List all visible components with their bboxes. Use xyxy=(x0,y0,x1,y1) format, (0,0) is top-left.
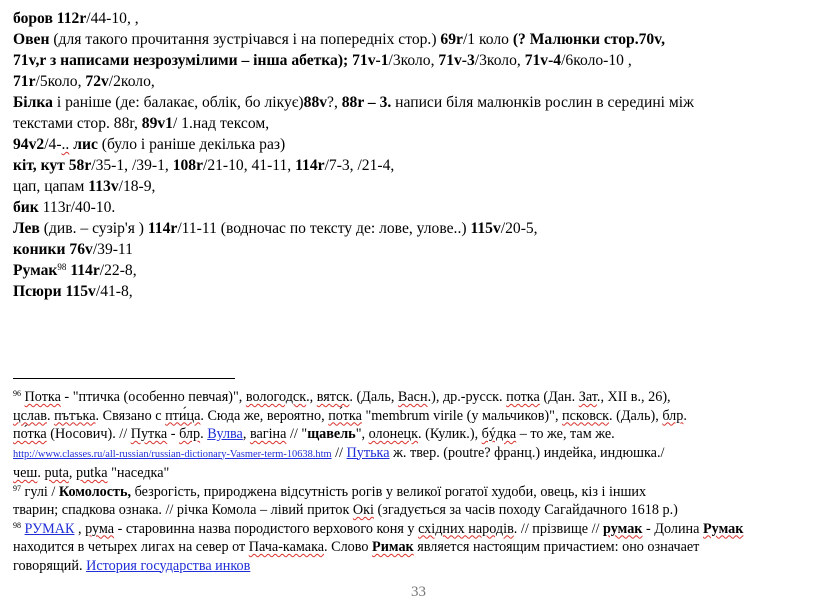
text-line: Лев (див. – сузір'я ) 114r/11-11 (водночас по тексту де: лове, улове..) 115v/20-5, xyxy=(13,220,538,237)
footnote-line: http://www.classes.ru/all-russian/russian-dictionary-Vasmer-term-10638.htm // Путька ж. твер. (poutre? франц.) индейка, индюшка./ xyxy=(13,444,665,461)
footnote-line: тварин; спадкова ознака. // річка Комола – лівий приток Окі (згадується за часів походу Сагайдачного 1618 р.) xyxy=(13,502,678,518)
rumak-link[interactable]: РУМАК xyxy=(24,520,75,537)
footnote-number: 98 xyxy=(13,520,21,530)
footnote-97: $^{97}$ гулі / Комолость, безрогість, природжена відсутність рогів у великої рогатої худоби, овець, кіз і інших xyxy=(13,483,647,500)
footnote-ref-98[interactable]: 98 xyxy=(57,262,67,272)
main-text xyxy=(13,8,829,302)
footnote-number: 96 xyxy=(13,389,21,398)
text-line: 71r/5коло, 72v/2коло, xyxy=(13,73,155,90)
vulva-link[interactable]: Вулва xyxy=(207,426,243,442)
footnote-number: 97 xyxy=(13,483,21,493)
text-line: цап, цапам 113v/18-9, xyxy=(13,178,156,195)
text-line: бик 113r/40-10. xyxy=(13,199,116,216)
text-line: Румак$^{98}$ 114r/22-8, xyxy=(13,262,137,279)
page-number: 33 xyxy=(411,584,426,600)
text-line: коники 76v/39-11 xyxy=(13,241,133,258)
footnote-separator xyxy=(13,378,235,379)
inca-history-link[interactable]: История государства инков xyxy=(86,557,251,574)
text-line: Псюри 115v/41-8, xyxy=(13,283,133,300)
putka-link[interactable]: Путька xyxy=(346,444,390,461)
footnote-96: $^{96}$ Потка - "птичка (особенно певчая)", вологодск., вятск. (Даль, Васн.), др.-русск. потка (Дан. Зат., XII в., 26), xyxy=(13,389,671,405)
vasmer-dictionary-link[interactable]: http://www.classes.ru/all-russian/russian-dictionary-Vasmer-term-10638.htm xyxy=(13,448,332,460)
footnote-line: чеш. puta, putka "наседка" xyxy=(13,465,170,481)
text-line: Білка і раніше (де: балакає, облік, бо лікує)88v?, 88r – 3. написи біля малюнків рослин в середині між xyxy=(13,94,694,111)
text-line: 71v,r з написами незрозумілими – інша абетка); 71v-1/3коло, 71v-3/3коло, 71v-4/6коло-10 , xyxy=(13,52,632,69)
text-line: текстами стор. 88r, 89v1/ 1.над тексом, xyxy=(13,115,270,132)
footnote-line: находится в четырех лигах на север от Пача-камака. Слово Римак является настоящим причастием: оно означает xyxy=(13,539,700,555)
footnote-98: $^{98}$ РУМАК , рума - старовинна назва породистого верхового коня у східних народів. // прізвище // румак - Долина Румак xyxy=(13,520,744,537)
footnote-line: по́тка (Носович). // Путка - блр. Вулва, вагіна // "щавель", олонецк. (Кулик.), бýдка – то же, там же. xyxy=(13,426,615,442)
text-line: Овен (для такого прочитання зустрічався і на попередніх стор.) 69r/1 коло (? Малюнки стор.70v, xyxy=(13,31,666,48)
text-line: кіт, кут 58r/35-1, /39-1, 108r/21-10, 41-11, 114r/7-3, /21-4, xyxy=(13,157,395,174)
text-line: боров 112r/44-10, , xyxy=(13,10,139,27)
footnotes xyxy=(13,388,825,575)
footnote-line: цслав. пътъка. Связано с пти́ца. Сюда же, вероятно, по́тка "membrum virile (у мальчиков)", псковск. (Даль), блр. xyxy=(13,407,687,424)
text-line: 94v2/4-.. лис (було і раніше декілька раз) xyxy=(13,136,286,153)
footnote-line: говорящий. История государства инков xyxy=(13,557,251,574)
